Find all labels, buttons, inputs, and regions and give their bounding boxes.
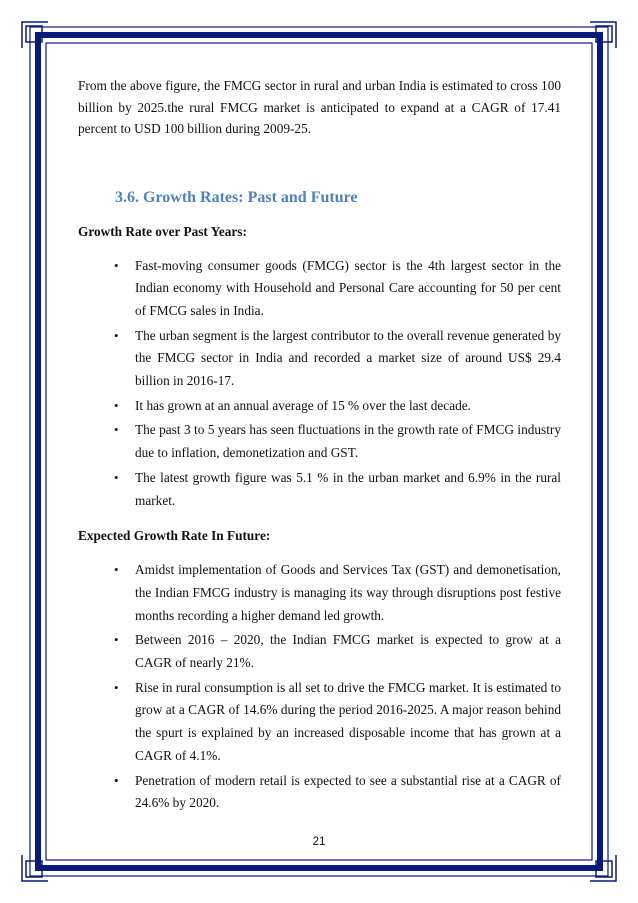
bullet-icon: • xyxy=(114,772,119,788)
page-content xyxy=(78,75,561,817)
bullet-icon: • xyxy=(114,562,119,578)
past-growth-list xyxy=(78,255,561,513)
list-item: • Fast-moving consumer goods (FMCG) sector is the 4th largest sector in the Indian economy with Household and Personal Care accounting for 50 per cent of FMCG sales in India. xyxy=(78,255,561,323)
page-number: 21 xyxy=(312,836,326,848)
list-item: • The latest growth figure was 5.1 % in the urban market and 6.9% in the rural market. xyxy=(78,467,561,512)
list-item: • It has grown at an annual average of 15 % over the last decade. xyxy=(78,395,561,418)
bullet-icon: • xyxy=(114,422,119,438)
list-item: • The past 3 to 5 years has seen fluctuations in the growth rate of FMCG industry due to inflation, demonetization and GST. xyxy=(78,419,561,464)
list-item: • Penetration of modern retail is expected to see a substantial rise at a CAGR of 24.6% by 2020. xyxy=(78,770,561,815)
future-growth-list xyxy=(78,559,561,815)
intro-paragraph: From the above figure, the FMCG sector in rural and urban India is estimated to cross 100 billion by 2025.the rural FMCG market is anticipated to expand at a CAGR of 17.41 percent to USD 100 billion during 2009-25. xyxy=(78,78,561,136)
list-item: • The urban segment is the largest contributor to the overall revenue generated by the FMCG sector in India and recorded a market size of around US$ 29.4 billion in 2016-17. xyxy=(78,325,561,393)
list-item: • Amidst implementation of Goods and Services Tax (GST) and demonetisation, the Indian FMCG industry is managing its way through disruptions post festive months recording a higher demand led growth. xyxy=(78,559,561,627)
bullet-icon: • xyxy=(114,679,119,695)
bullet-icon: • xyxy=(114,327,119,343)
bullet-icon: • xyxy=(114,257,119,273)
section-heading: 3.6. Growth Rates: Past and Future xyxy=(115,188,358,206)
past-growth-heading: Growth Rate over Past Years: xyxy=(78,223,247,239)
future-growth-heading: Expected Growth Rate In Future: xyxy=(78,528,271,544)
bullet-icon: • xyxy=(114,469,119,485)
bullet-icon: • xyxy=(114,397,119,413)
list-item: • Between 2016 – 2020, the Indian FMCG market is expected to grow at a CAGR of nearly 21%. xyxy=(78,629,561,674)
list-item: • Rise in rural consumption is all set to drive the FMCG market. It is estimated to grow at a CAGR of 14.6% during the period 2016-2025. A major reason behind the spurt is explained by an increased disposable income that has grown at a CAGR of 4.1%. xyxy=(78,677,561,768)
bullet-icon: • xyxy=(114,632,119,648)
